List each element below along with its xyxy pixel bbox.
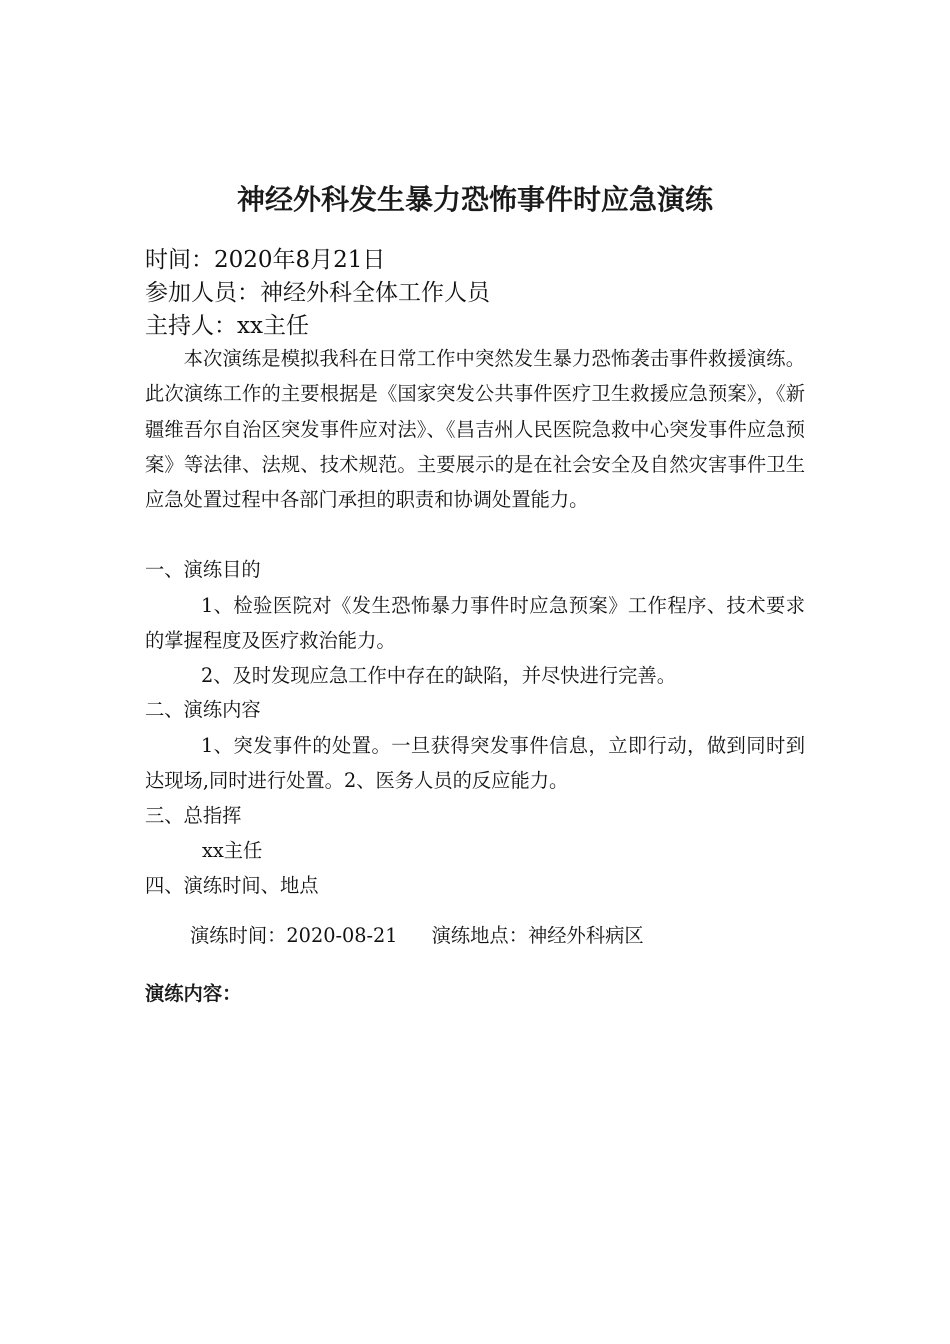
drill-place: 演练地点：神经外科病区 — [431, 924, 644, 947]
drill-time: 演练时间：2020-08-21 — [190, 924, 398, 947]
commander-name: xx主任 — [202, 839, 263, 862]
goal-item-1: 1、检验医院对《发生恐怖暴力事件时应急预案》工作程序、技术要求的掌握程度及医疗救治能力。 — [145, 594, 805, 653]
meta-time: 时间：2020年8月21日 — [145, 247, 386, 273]
drill-content-label: 演练内容： — [145, 982, 242, 1005]
meta-host: 主持人：xx主任 — [145, 313, 309, 339]
section-heading-time-place: 四、演练时间、地点 — [145, 874, 319, 897]
section-heading-goal: 一、演练目的 — [145, 558, 261, 581]
drill-time-place-row — [190, 918, 644, 953]
content-item-1: 1、突发事件的处置。一旦获得突发事件信息，立即行动，做到同时到达现场,同时进行处置。2、医务人员的反应能力。 — [145, 734, 805, 793]
intro-paragraph: 本次演练是模拟我科在日常工作中突然发生暴力恐怖袭击事件救援演练。此次演练工作的主要根据是《国家突发公共事件医疗卫生救援应急预案》，《新疆维吾尔自治区突发事件应对法》、《昌吉州人民医院急救中心突发事件应急预案》等法律、法规、技术规范。主要展示的是在社会安全及自然灾害事件卫生应急处置过程中各部门承担的职责和协调处置能力。 — [145, 347, 805, 512]
section-heading-content: 二、演练内容 — [145, 698, 261, 721]
section-heading-commander: 三、总指挥 — [145, 804, 242, 827]
meta-participants: 参加人员：神经外科全体工作人员 — [145, 280, 490, 306]
document-title: 神经外科发生暴力恐怖事件时应急演练 — [236, 183, 713, 216]
goal-item-2: 2、及时发现应急工作中存在的缺陷，并尽快进行完善。 — [200, 664, 676, 687]
